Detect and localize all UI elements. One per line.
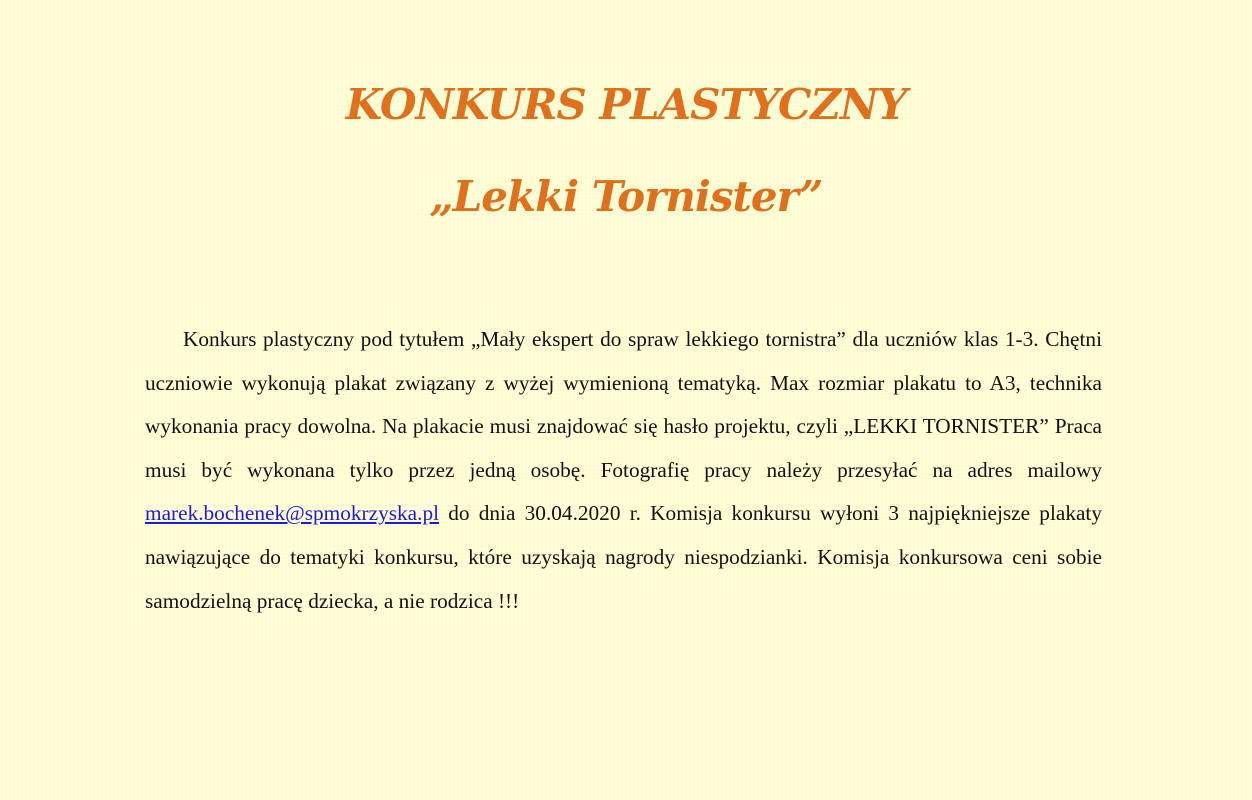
description-text: Konkurs plastyczny pod tytułem „Mały ekspert do spraw lekkiego tornistra” dla uczniów klas 1-3. Chętni uczniowie wykonują plakat związany z wyżej wymienioną tematyką. Max rozmiar plakatu to A3, technika wykonania pracy dowolna. Na plakacie musi znajdować się hasło projektu, czyli „LEKKI TORNISTER” Praca musi być wykonana tylko przez jedną osobę. Fotografię pracy należy przesyłać na adres mailowy <box>145 327 1102 482</box>
page-subtitle: „Lekki Tornister” <box>429 172 823 221</box>
description-text-continued: do dnia 30.04.2020 r. Komisja konkursu wyłoni 3 najpiękniejsze plakaty nawiązujące do tematyki konkursu, które uzyskają nagrody niespodzianki. Komisja konkursowa ceni sobie samodzielną pracę dziecka, a nie rodzica !!! <box>145 501 1102 613</box>
email-link[interactable]: marek.bochenek@spmokrzyska.pl <box>145 501 440 526</box>
contest-description <box>145 318 1102 623</box>
page-title: KONKURS PLASTYCZNY <box>345 80 907 129</box>
